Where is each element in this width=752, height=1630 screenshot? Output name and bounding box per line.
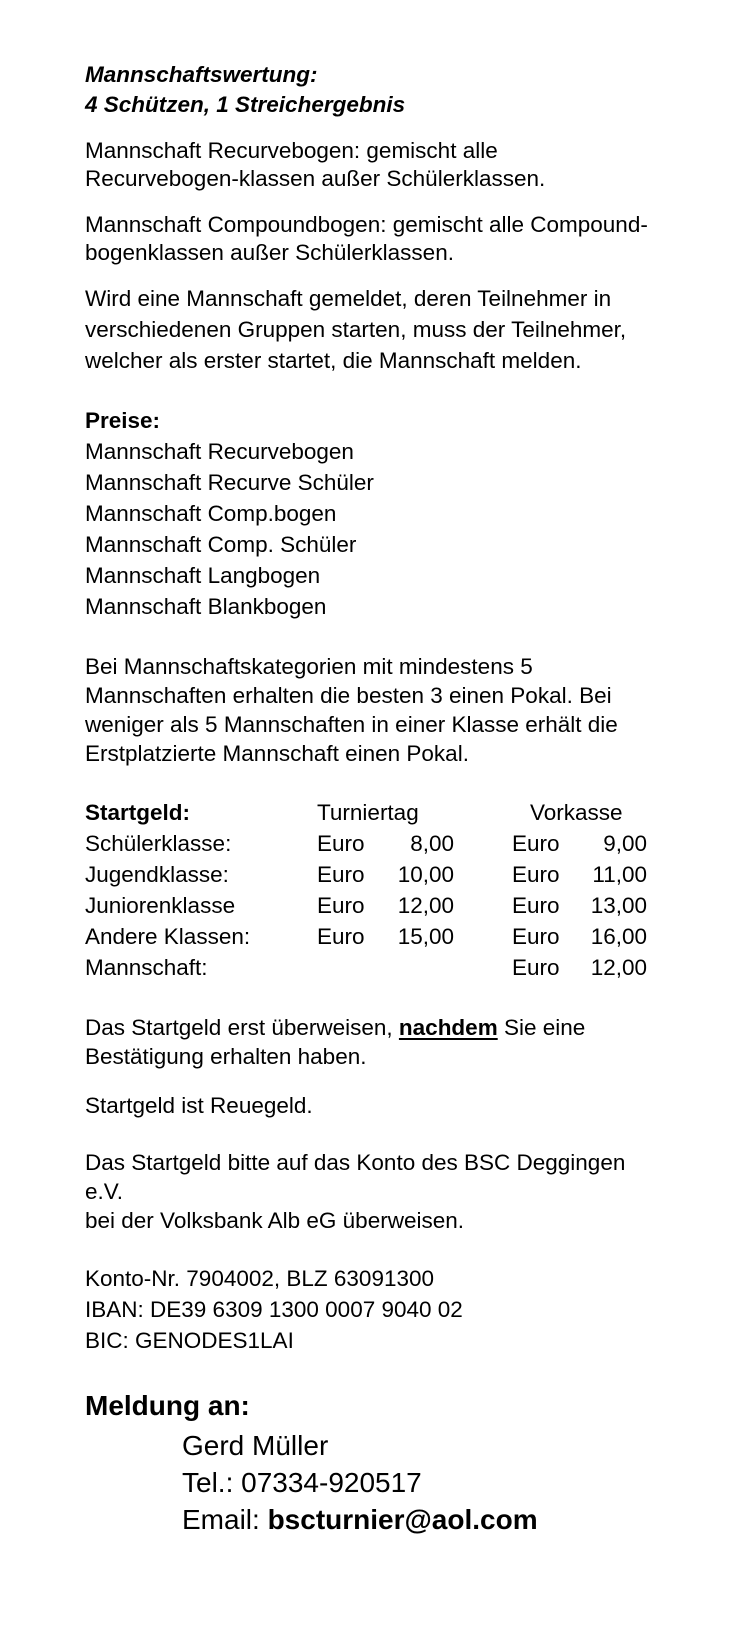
fee-currency: Euro: [512, 893, 560, 918]
fee-currency: Euro: [317, 893, 365, 918]
contact-email: [182, 1506, 538, 1534]
prize-note-line: Mannschaften erhalten die besten 3 einen Pokal. Bei: [85, 683, 612, 708]
contact-email-address[interactable]: bscturnier@aol.com: [267, 1504, 538, 1535]
contact-name: Gerd Müller: [182, 1430, 329, 1461]
fee-day-value: 15,00: [397, 924, 454, 949]
fee-day-value: 12,00: [397, 893, 454, 918]
fee-advance-value: 16,00: [590, 924, 647, 949]
prizes-title: Preise:: [85, 408, 161, 433]
prize-item: Mannschaft Comp.bogen: [85, 501, 337, 526]
contact-email-label: Email:: [182, 1504, 260, 1535]
registration-text-line: welcher als erster startet, die Mannschaft melden.: [85, 348, 582, 373]
bic: BIC: GENODES1LAI: [85, 1328, 294, 1353]
fee-currency: Euro: [512, 862, 560, 887]
prize-note-line: Erstplatzierte Mannschaft einen Pokal.: [85, 741, 469, 766]
contact-title: Meldung an:: [85, 1390, 250, 1421]
compound-text-line: Mannschaft Compoundbogen: gemischt alle Compound-: [85, 212, 648, 237]
prize-note-line: weniger als 5 Mannschaften in einer Klasse erhält die: [85, 712, 618, 737]
prize-item: Mannschaft Blankbogen: [85, 594, 327, 619]
section-subheading: 4 Schützen, 1 Streichergebnis: [85, 92, 406, 117]
fee-currency: Euro: [512, 924, 560, 949]
transfer-note-line2: Bestätigung erhalten haben.: [85, 1044, 367, 1069]
fee-currency: Euro: [317, 924, 365, 949]
fee-advance-value: 12,00: [590, 955, 647, 980]
fee-currency: Euro: [512, 831, 560, 856]
fees-col-day-header: Turniertag: [317, 800, 419, 825]
transfer-note-emphasis: nachdem: [398, 1015, 498, 1040]
fee-advance-value: 9,00: [603, 831, 647, 856]
account-number: Konto-Nr. 7904002, BLZ 63091300: [85, 1266, 435, 1291]
prize-item: Mannschaft Langbogen: [85, 563, 321, 588]
prize-item: Mannschaft Recurvebogen: [85, 439, 354, 464]
fee-currency: Euro: [317, 862, 365, 887]
prize-item: Mannschaft Comp. Schüler: [85, 532, 357, 557]
section-heading: Mannschaftswertung:: [85, 62, 318, 87]
fee-row-label: Schülerklasse:: [85, 831, 232, 856]
fees-title: Startgeld:: [85, 800, 191, 825]
account-text-line: Das Startgeld bitte auf das Konto des BSC Deggingen: [85, 1150, 626, 1175]
recurve-text-line: Recurvebogen-klassen außer Schülerklassen.: [85, 166, 546, 191]
fees-col-advance-header: Vorkasse: [530, 800, 623, 825]
fee-advance-value: 11,00: [592, 862, 647, 887]
registration-text-line: verschiedenen Gruppen starten, muss der Teilnehmer,: [85, 317, 627, 342]
fee-row-label: Juniorenklasse: [85, 893, 236, 918]
iban: IBAN: DE39 6309 1300 0007 9040 02: [85, 1297, 463, 1322]
registration-text-line: Wird eine Mannschaft gemeldet, deren Teilnehmer in: [85, 286, 612, 311]
fee-day-value: 10,00: [397, 862, 454, 887]
compound-text-line: bogenklassen außer Schülerklassen.: [85, 240, 454, 265]
transfer-note-after: Sie eine: [503, 1015, 586, 1040]
fee-row-label: Andere Klassen:: [85, 924, 251, 949]
fee-currency: Euro: [317, 831, 365, 856]
transfer-note: [85, 1017, 585, 1040]
recurve-text-line: Mannschaft Recurvebogen: gemischt alle: [85, 138, 498, 163]
fee-row-label: Mannschaft:: [85, 955, 208, 980]
fee-advance-value: 13,00: [590, 893, 647, 918]
nonrefundable-note: Startgeld ist Reuegeld.: [85, 1093, 313, 1118]
transfer-note-before: Das Startgeld erst überweisen,: [85, 1015, 393, 1040]
account-text-line: bei der Volksbank Alb eG überweisen.: [85, 1208, 464, 1233]
prize-note-line: Bei Mannschaftskategorien mit mindestens 5: [85, 654, 533, 679]
prize-item: Mannschaft Recurve Schüler: [85, 470, 374, 495]
fee-row-label: Jugendklasse:: [85, 862, 229, 887]
fee-day-value: 8,00: [410, 831, 454, 856]
fee-currency: Euro: [512, 955, 560, 980]
account-text-line: e.V.: [85, 1179, 123, 1204]
contact-phone: Tel.: 07334-920517: [182, 1467, 422, 1498]
